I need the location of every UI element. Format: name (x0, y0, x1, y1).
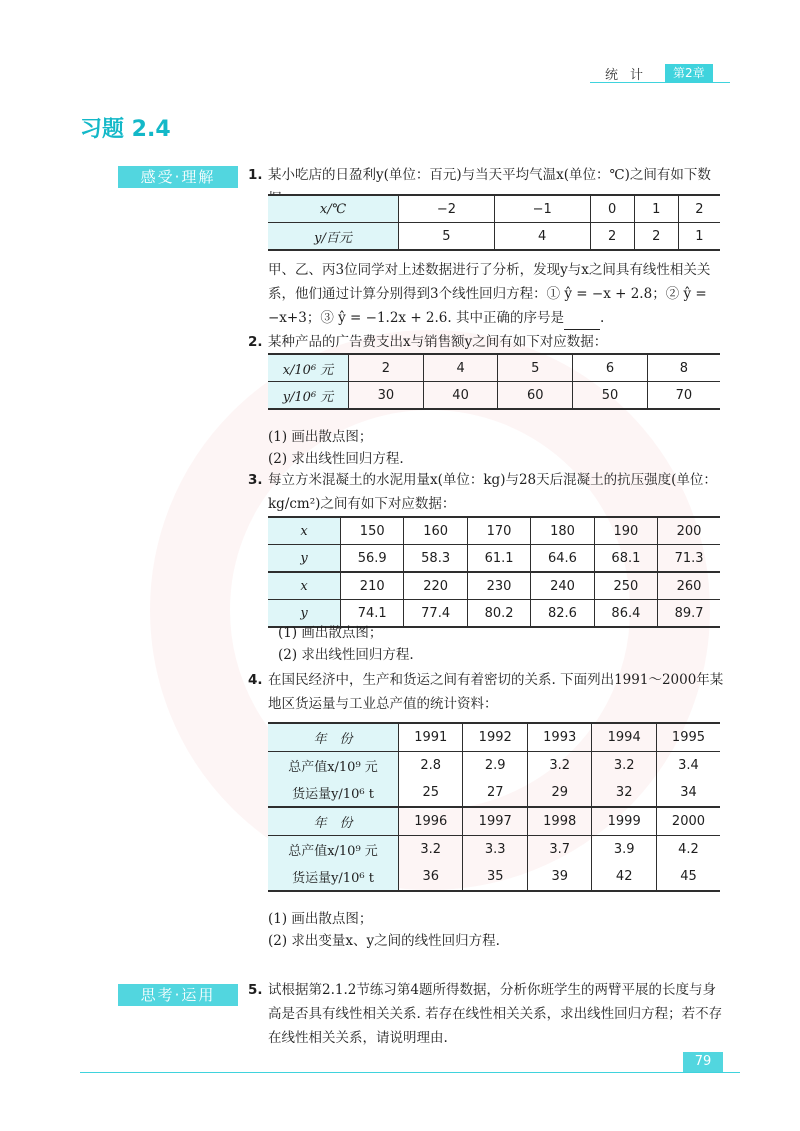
table-cell: 74.1 (341, 600, 404, 628)
table-cell: 36 (399, 863, 463, 891)
table-cell: 5 (399, 223, 495, 251)
table-header-cell: x/℃ (268, 195, 399, 223)
problem-2-subquestions (268, 426, 404, 470)
table-header-cell: y (268, 600, 341, 628)
problem-number: 1. (248, 167, 263, 183)
problem-number: 3. (248, 472, 263, 488)
book-title: 统计 (605, 67, 656, 83)
table-cell: 1991 (399, 723, 463, 752)
problem-4 (248, 668, 728, 716)
chapter-badge: 第2章 (665, 64, 713, 82)
table-cell: 240 (531, 572, 594, 600)
table-cell: 1992 (463, 723, 527, 752)
table-profit-temperature (268, 194, 720, 251)
problem-intro: 某小吃店的日盈利y(单位：百元)与当天平均气温x(单位：℃)之间有如下数 (268, 167, 711, 183)
table-cell: 68.1 (594, 545, 657, 573)
table-cell: 2 (678, 195, 720, 223)
table-freight-output (268, 722, 720, 892)
problem-3 (248, 468, 728, 516)
problem-number: 2. (248, 334, 263, 350)
table-cell: 29 (527, 779, 591, 807)
table-cell: 1998 (527, 807, 591, 836)
table-header-cell: 年 份 (268, 723, 399, 752)
table-cell: 2 (590, 223, 634, 251)
table-cell: 3.3 (463, 836, 527, 864)
table-cell: 61.1 (467, 545, 530, 573)
table-cell: 58.3 (404, 545, 467, 573)
problem-intro: 在国民经济中，生产和货运之间有着密切的关系. 下面列出1991～2000年某地区货运量与工业总产值的统计资料： (268, 672, 724, 712)
subquestion: (2) 求出线性回归方程. (278, 647, 414, 663)
table-cell: 89.7 (658, 600, 720, 628)
table-cell: 70 (647, 382, 720, 410)
table-header-cell: y/10⁶ 元 (268, 382, 349, 410)
table-cell: 2000 (656, 807, 720, 836)
table-cell: 42 (592, 863, 656, 891)
table-cell: 220 (404, 572, 467, 600)
table-cell: 200 (658, 517, 720, 545)
problem-4-subquestions (268, 908, 500, 952)
table-cell: 77.4 (404, 600, 467, 628)
table-cell: 190 (594, 517, 657, 545)
table-cell: 3.2 (527, 752, 591, 780)
table-cell: −2 (399, 195, 495, 223)
table-cell: 160 (404, 517, 467, 545)
problem-5 (248, 978, 728, 1050)
table-cell: 39 (527, 863, 591, 891)
table-cell: 2.9 (463, 752, 527, 780)
table-header-cell: x (268, 572, 341, 600)
table-cell: 30 (349, 382, 424, 410)
table-cell: 35 (463, 863, 527, 891)
table-cell: 1994 (592, 723, 656, 752)
table-cell: 3.2 (399, 836, 463, 864)
table-header-cell: y (268, 545, 341, 573)
table-cell: 32 (592, 779, 656, 807)
table-cell: 1 (678, 223, 720, 251)
table-cell: 34 (656, 779, 720, 807)
table-cell: 25 (399, 779, 463, 807)
problem-3-subquestions (278, 622, 414, 666)
table-cell: 5 (498, 354, 573, 382)
table-cell: 180 (531, 517, 594, 545)
table-header-cell: y/百元 (268, 223, 399, 251)
table-header-cell: 货运量y/10⁶ t (268, 779, 399, 807)
table-cell: 40 (423, 382, 498, 410)
problem-text: 试根据第2.1.2节练习第4题所得数据，分析你班学生的两臂平展的长度与身高是否具有线性相关关系. 若存在线性相关关系，求出线性回归方程；若不存在线性相关关系，请说明理由. (268, 982, 723, 1046)
table-cell: 150 (341, 517, 404, 545)
table-cell: 1995 (656, 723, 720, 752)
table-cell: 3.2 (592, 752, 656, 780)
table-cell: −1 (494, 195, 590, 223)
table-cell: 1996 (399, 807, 463, 836)
problem-1-text: 甲、乙、丙3位同学对上述数据进行了分析，发现y与x之间具有线性相关关系，他们通过计算分别得到3个线性回归方程：① ŷ = −x + 2.8；② ŷ = −x+3；③ ŷ = −1.2x + 2.6. 其中正确的序号是 . (248, 258, 728, 330)
table-cell: 71.3 (658, 545, 720, 573)
section-tag-understand: 感受·理解 (118, 166, 238, 188)
problem-intro: 每立方米混凝土的水泥用量x(单位：kg)与28天后混凝土的抗压强度(单位：kg/cm²)之间有如下对应数据： (268, 472, 717, 512)
running-header (605, 64, 713, 82)
table-cell: 60 (498, 382, 573, 410)
table-cell: 3.9 (592, 836, 656, 864)
subquestion: (1) 画出散点图； (268, 429, 373, 445)
problem-intro: 某种产品的广告费支出x与销售额y之间有如下对应数据： (268, 334, 608, 350)
table-cell: 3.4 (656, 752, 720, 780)
table-cell: 2.8 (399, 752, 463, 780)
problem-1-equations: 甲、乙、丙3位同学对上述数据进行了分析，发现y与x之间具有线性相关关系，他们通过计算分别得到3个线性回归方程：① ŷ = −x + 2.8；② ŷ = −x+3；③ ŷ = −1.2x + 2.6. 其中正确的序号是 (268, 262, 711, 326)
table-header-cell: 年 份 (268, 807, 399, 836)
section-tag-apply: 思考·运用 (118, 984, 238, 1006)
table-ad-sales (268, 353, 720, 410)
subquestion: (1) 画出散点图； (278, 625, 383, 641)
table-cell: 82.6 (531, 600, 594, 628)
table-cell: 1 (634, 195, 678, 223)
table-cell: 170 (467, 517, 530, 545)
table-header-cell: 货运量y/10⁶ t (268, 863, 399, 891)
problem-number: 4. (248, 672, 263, 688)
table-header-cell: 总产值x/10⁹ 元 (268, 752, 399, 780)
table-cell: 1993 (527, 723, 591, 752)
footer-rule (80, 1072, 740, 1073)
header-rule (590, 82, 730, 83)
table-cell: 4.2 (656, 836, 720, 864)
table-cell: 86.4 (594, 600, 657, 628)
subquestion: (2) 求出变量x、y之间的线性回归方程. (268, 933, 500, 949)
table-cell: 80.2 (467, 600, 530, 628)
table-cell: 1997 (463, 807, 527, 836)
table-cell: 64.6 (531, 545, 594, 573)
table-header-cell: x (268, 517, 341, 545)
table-cell: 0 (590, 195, 634, 223)
table-cell: 6 (573, 354, 648, 382)
table-cell: 2 (349, 354, 424, 382)
page-number: 79 (683, 1052, 723, 1072)
subquestion: (1) 画出散点图； (268, 911, 373, 927)
table-header-cell: 总产值x/10⁹ 元 (268, 836, 399, 864)
answer-blank[interactable] (564, 315, 600, 330)
subquestion: (2) 求出线性回归方程. (268, 451, 404, 467)
table-cell: 50 (573, 382, 648, 410)
table-cell: 260 (658, 572, 720, 600)
table-cell: 4 (423, 354, 498, 382)
problem-2 (248, 330, 728, 354)
table-cell: 3.7 (527, 836, 591, 864)
problem-number: 5. (248, 982, 263, 998)
table-header-cell: x/10⁶ 元 (268, 354, 349, 382)
table-cell: 230 (467, 572, 530, 600)
table-cell: 27 (463, 779, 527, 807)
table-cell: 8 (647, 354, 720, 382)
table-cell: 1999 (592, 807, 656, 836)
page-title: 习题 2.4 (80, 117, 171, 142)
table-cell: 45 (656, 863, 720, 891)
table-cell: 210 (341, 572, 404, 600)
table-cement-strength (268, 516, 720, 628)
table-cell: 56.9 (341, 545, 404, 573)
table-cell: 4 (494, 223, 590, 251)
table-cell: 2 (634, 223, 678, 251)
table-cell: 250 (594, 572, 657, 600)
